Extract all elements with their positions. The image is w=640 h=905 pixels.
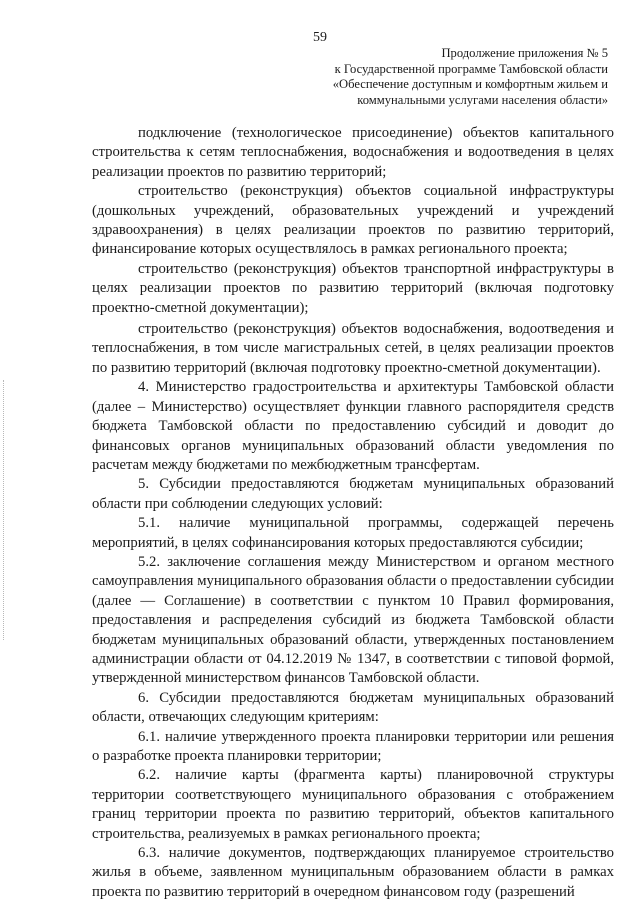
header-line: Продолжение приложения № 5 <box>441 46 608 60</box>
paragraph: строительство (реконструкция) объектов водоснабжения, водоотведения и теплоснабжения, в том числе магистральных сетей, в целях реализации проектов по развитию территорий (включая подготовку проектно-сметной документации). <box>92 321 614 376</box>
header-line: к Государственной программе Тамбовской области <box>334 61 608 76</box>
document-body <box>92 124 614 902</box>
paragraph: 5.1. наличие муниципальной программы, содержащей перечень мероприятий, в целях софинансирования которых предоставляются субсидии; <box>92 515 614 551</box>
appendix-header <box>278 46 608 108</box>
paragraph: 5.2. заключение соглашения между Министерством и органом местного самоуправления муниципального образования области о предоставлении субсидии (далее — Соглашение) в соответствии с пунктом 10 Правил формирования, предоставления и распределения субсидий из бюджета Тамбовской области бюджетам муниципальных образований области, утвержденных постановлением администрации области от 04.12.2019 № 1347, в соответствии с типовой формой, утвержденной министерством финансов Тамбовской области. <box>92 553 614 687</box>
page-number: 59 <box>313 30 327 45</box>
paragraph: строительство (реконструкция) объектов транспортной инфраструктуры в целях реализации проектов по развитию территорий (включая подготовку проектно-сметной документации); <box>92 260 614 316</box>
paragraph: строительство (реконструкция) объектов социальной инфраструктуры (дошкольных учреждений, образовательных учреждений и учреждений здравоохранения) в целях реализации проектов по развитию территорий, финансирование которых осуществлялось в рамках регионального проекта; <box>92 183 614 258</box>
paragraph: подключение (технологическое присоединение) объектов капитального строительства к сетям теплоснабжения, водоснабжения и водоотведения в целях реализации проектов по развитию территорий; <box>92 125 614 180</box>
header-line: коммунальными услугами населения области» <box>357 92 608 107</box>
paragraph: 6.1. наличие утвержденного проекта планировки территории или решения о разработке проекта планировки территории; <box>92 728 614 764</box>
paragraph: 4. Министерство градостроительства и архитектуры Тамбовской области (далее – Министерство) осуществляет функции главного распорядителя средств бюджета Тамбовской области по предоставлению субсидий и доводит до финансовых органов муниципальных образований области уведомления по расчетам между бюджетами по межбюджетным трансфертам. <box>92 379 614 473</box>
paragraph: 6.2. наличие карты (фрагмента карты) планировочной структуры территории соответствующего муниципального образования с отображением границ территории проекта по развитию территорий, объектов капитального строительства, реализуемых в рамках регионального проекта; <box>92 767 614 842</box>
header-line: «Обеспечение доступным и комфортным жильем и <box>332 77 608 91</box>
margin-stamp-mark <box>3 380 10 640</box>
paragraph: 5. Субсидии предоставляются бюджетам муниципальных образований области при соблюдении следующих условий: <box>92 476 614 512</box>
paragraph: 6. Субсидии предоставляются бюджетам муниципальных образований области, отвечающих следующим критериям: <box>92 689 614 726</box>
paragraph: 6.3. наличие документов, подтверждающих планируемое строительство жилья в объеме, заявленном муниципальным образованием области в рамках проекта по развитию территорий в очередном финансовом году (разрешений <box>92 845 614 900</box>
